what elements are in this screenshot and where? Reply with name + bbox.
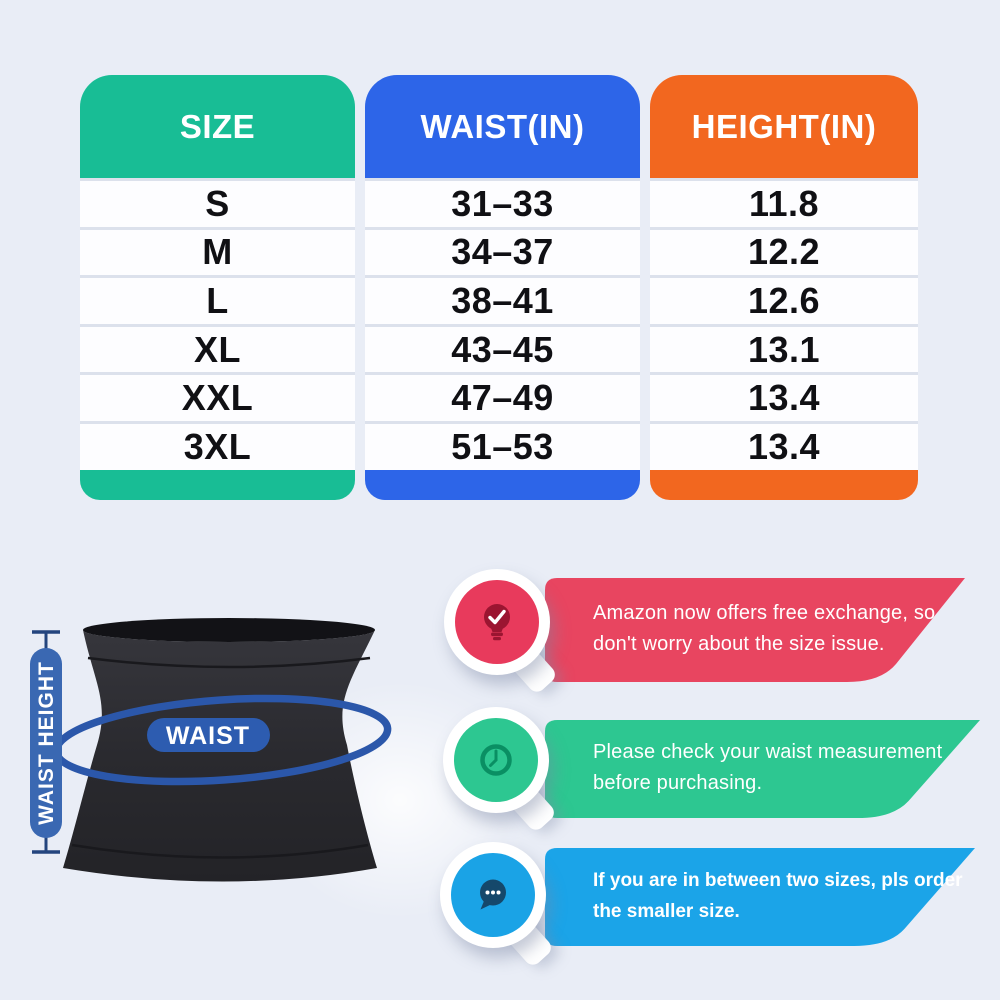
callout-banner [545,848,975,946]
callout-icon-circle [440,842,546,948]
table-cell-waist: 43–45 [365,324,640,373]
size-header-label: SIZE [179,107,256,145]
callout-line: Please check your waist measurement [593,740,943,763]
size-column-header [80,75,355,178]
size-column-footer [80,470,355,500]
callout-line: Amazon now offers free exchange, so [593,601,936,624]
table-cell-size: M [80,227,355,276]
clock-icon [472,736,520,784]
height-header-label: HEIGHT(IN) [691,107,877,145]
waist-column-footer [365,470,640,500]
table-cell-waist: 31–33 [365,178,640,227]
table-cell-size: XXL [80,372,355,421]
waist-column [365,75,640,500]
table-cell-size: XL [80,324,355,373]
table-cell-size: L [80,275,355,324]
height-column-header [650,75,918,178]
callout-line: don't worry about the size issue. [593,632,885,655]
table-cell-height: 13.4 [650,421,918,470]
table-cell-waist: 34–37 [365,227,640,276]
lightbulb-check-icon [473,598,521,646]
size-table [80,75,918,500]
table-cell-height: 13.1 [650,324,918,373]
table-cell-waist: 51–53 [365,421,640,470]
waist-column-header [365,75,640,178]
waist-label-pill [147,718,270,752]
table-cell-waist: 47–49 [365,372,640,421]
callout-line: the smaller size. [593,900,740,922]
waist-header-label: WAIST(IN) [420,107,585,145]
callout-text [593,737,942,799]
callout-line: before purchasing. [593,771,763,794]
waist-height-label: WAIST HEIGHT [35,661,58,825]
callout-banner [545,578,965,682]
waist-height-indicator [30,632,62,852]
callout-icon-circle [444,569,550,675]
height-column-footer [650,470,918,500]
waist-trainer-diagram [18,592,410,922]
callout-banner [545,720,980,818]
chat-dots-icon [469,871,517,919]
callout-icon-circle [443,707,549,813]
table-cell-size: S [80,178,355,227]
table-cell-height: 12.6 [650,275,918,324]
height-column [650,75,918,500]
table-cell-height: 12.2 [650,227,918,276]
table-cell-height: 13.4 [650,372,918,421]
callout-text [593,865,963,927]
waist-label: WAIST [165,722,251,750]
table-cell-size: 3XL [80,421,355,470]
callout-text [593,598,935,660]
size-column [80,75,355,500]
table-cell-height: 11.8 [650,178,918,227]
trainer-top-opening [83,618,375,642]
table-cell-waist: 38–41 [365,275,640,324]
callout-line: If you are in between two sizes, pls order [593,869,963,891]
